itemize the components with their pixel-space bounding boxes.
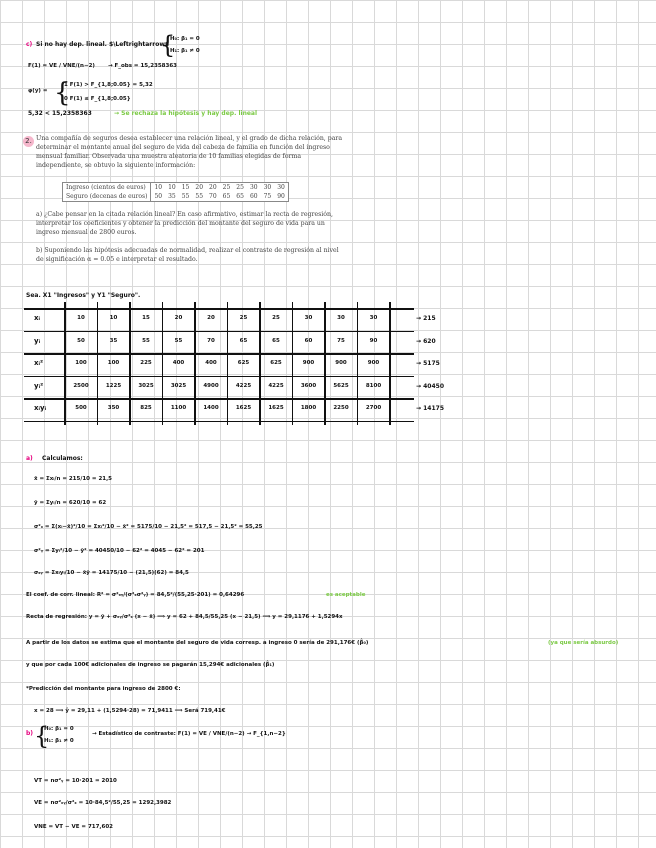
calc-header: Calculamos: <box>42 455 83 462</box>
worktable-cell: 1400 <box>203 405 219 411</box>
worktable-row-label: xᵢ <box>34 314 41 322</box>
worktable-cell: 900 <box>335 360 347 366</box>
intro-line1: Si no hay dep. lineal. $\Leftrightarrow$ <box>36 41 170 48</box>
worktable-cell: 30 <box>369 315 378 321</box>
worktable-row-label: xᵢyᵢ <box>34 404 47 412</box>
calc-sxy: σₓᵧ = Σxᵢyᵢ/10 − x̄ȳ = 14175/10 − (21,5)(62) = 84,5 <box>34 570 189 576</box>
problem-cell: 30 <box>261 183 275 193</box>
phi-brace: { <box>54 78 71 108</box>
calc-vt: VT = nσ²ᵧ = 10·201 = 2010 <box>34 778 117 784</box>
calc-corr: El coef. de corr. lineal: R² = σ²ₓᵧ/(σ²ₓσ²ᵧ) = 84,5²/(55,25·201) = 0,64296 <box>26 592 245 598</box>
worktable-row-total: → 620 <box>416 337 436 345</box>
intro-phi1: 1 F(1) > F_{1,8;0.05} = 5,32 <box>64 82 153 88</box>
calc-letter: a) <box>26 455 33 462</box>
intro-brace: { <box>160 31 176 59</box>
worktable-row-total: → 5175 <box>416 360 440 367</box>
problem-cell: 60 <box>247 192 261 202</box>
worktable-cell: 5625 <box>333 382 349 389</box>
intro-letter: c) <box>26 41 33 48</box>
worktable-cell: 625 <box>270 360 282 366</box>
worktable-cell: 50 <box>77 337 85 344</box>
worktable-cell: 100 <box>75 360 87 366</box>
problem-cell: 70 <box>206 192 220 202</box>
problem-cell: 25 <box>233 183 247 193</box>
worktable-row-label: yᵢ² <box>34 381 44 390</box>
worktable-cell: 825 <box>140 405 152 411</box>
b-letter: b) <box>26 730 34 737</box>
worktable-cell: 65 <box>272 337 280 344</box>
calc-xbar: x̄ = Σxᵢ/n = 215/10 = 21,5 <box>34 476 113 482</box>
worktable-cell: 4225 <box>268 382 284 389</box>
worktable-cell: 400 <box>205 360 217 366</box>
worktable-cell: 25 <box>272 315 280 321</box>
worktable-cell: 35 <box>109 337 118 344</box>
problem-cell: 20 <box>206 183 220 193</box>
problem-cell: 10 <box>165 183 179 193</box>
worktable-cell: 75 <box>337 337 345 344</box>
problem-table-head-insurance: Seguro (decenas de euros) <box>63 192 151 202</box>
worktable-cell: 3025 <box>138 382 154 389</box>
calc-ve: VE = nσ²ₓᵧ/σ²ₓ = 10·84,5²/55,25 = 1292,3982 <box>34 800 172 806</box>
problem-cell: 55 <box>179 192 193 202</box>
problem-paragraph: Una compañía de seguros desea establecer una relación lineal, y el grado de dicha relación, para determinar el montante anual del seguro de vida del cabeza de familia en función del ingreso mensual familiar. Observada una muestra aleatoria de 10 familias elegidas de forma independiente, se obtuvo la siguiente información: <box>36 135 343 169</box>
worktable-cell: 65 <box>239 337 248 344</box>
worktable-cell: 15 <box>142 315 150 321</box>
worktable-hline <box>24 421 414 423</box>
calc-sx2: σ²ₓ = Σ(xᵢ−x̄)²/10 = Σxᵢ²/10 − x̄² = 5175/10 − 21,5² = 517,5 − 21,5² = 55,25 <box>34 524 263 530</box>
worktable-cell: 2500 <box>73 382 89 389</box>
calc-pred: x = 28 ⟹ ŷ = 29,11 + (1,5294·28) = 71,9411 ⟹ Será 719,41€ <box>34 708 226 714</box>
worktable-hline <box>24 331 414 333</box>
intro-h0: H₀: β₁ = 0 <box>170 36 200 42</box>
worktable-cell: 1800 <box>300 405 317 411</box>
worktable-row-total: → 215 <box>416 315 436 322</box>
worktable-cell: 60 <box>304 337 313 344</box>
calc-sy2: σ²ᵧ = Σyᵢ²/10 − ȳ² = 40450/10 − 62² = 4045 − 62² = 201 <box>34 548 205 554</box>
worktable-cell: 3025 <box>170 382 187 389</box>
worktable-cell: 1225 <box>105 382 122 389</box>
worktable-cell: 10 <box>77 315 85 321</box>
problem-question-a: a) ¿Cabe pensar en la citada relación lineal? En caso afirmativo, estimar la recta de regresión, interpretar los coeficientes y obtener la predicción del montante del seguro de vida para un ingreso mensual de 2800 euros. <box>36 211 333 236</box>
worktable-cell: 2250 <box>333 405 349 411</box>
worktable-cell: 4900 <box>203 382 219 389</box>
worktable-cell: 1100 <box>170 405 187 411</box>
worktable-cell: 225 <box>140 360 152 366</box>
problem-cell: 55 <box>192 192 206 202</box>
calc-vne: VNE = VT − VE = 717,602 <box>34 824 114 830</box>
intro-phi: φ(y) = <box>28 88 48 94</box>
worktable-cell: 2700 <box>365 405 382 411</box>
worktable-cell: 500 <box>75 405 87 411</box>
worktable-row-label: xᵢ² <box>34 359 44 367</box>
worktable-hline <box>24 398 414 400</box>
calc-pred-title: *Predicción del montante para ingreso de 2800 €: <box>26 686 181 692</box>
worktable-cell: 1625 <box>268 405 284 411</box>
problem-cell: 90 <box>274 192 288 202</box>
worktable-cell: 55 <box>142 337 150 344</box>
problem-cell: 50 <box>151 192 165 202</box>
problem-cell: 10 <box>151 183 165 193</box>
worktable-cell: 350 <box>107 405 120 411</box>
worktable-cell: 4225 <box>235 382 252 389</box>
problem-table-head-income: Ingreso (cientos de euros) <box>63 183 151 193</box>
intro-h1: H₁: β₁ ≠ 0 <box>170 48 200 54</box>
problem-cell: 65 <box>220 192 234 202</box>
worktable-cell: 8100 <box>365 382 382 389</box>
worktable-cell: 30 <box>304 315 313 321</box>
worktable-cell: 100 <box>107 360 120 366</box>
worktable-cell: 1625 <box>235 405 252 411</box>
problem-table <box>62 182 289 202</box>
worktable-title: Sea. X1 "Ingresos" y Y1 "Seguro". <box>26 292 141 299</box>
problem-cell: 30 <box>274 183 288 193</box>
b-brace: { <box>34 722 50 750</box>
calc-interp1-note: (ya que sería absurdo) <box>548 640 619 646</box>
worktable-cell: 10 <box>109 315 118 321</box>
b-statistic: → Estadístico de contraste: F(1) = VE / VNE/(n−2) → F_{1,n−2} <box>92 731 286 737</box>
problem-cell: 25 <box>220 183 234 193</box>
problem-cell: 35 <box>165 192 179 202</box>
worktable-cell: 625 <box>237 360 250 366</box>
problem-cell: 15 <box>179 183 193 193</box>
calc-interp2: y que por cada 100€ adicionales de ingreso se pagarán 15,294€ adicionales (β̂₁) <box>26 662 275 668</box>
worktable-cell: 900 <box>367 360 380 366</box>
worktable-hline <box>24 308 414 310</box>
problem-cell: 75 <box>261 192 275 202</box>
worktable-cell: 90 <box>369 337 378 344</box>
b-h1: H₁: β₁ ≠ 0 <box>44 738 74 744</box>
worktable-cell: 30 <box>337 315 345 321</box>
worktable-cell: 900 <box>302 360 315 366</box>
worktable-cell: 20 <box>207 315 215 321</box>
worktable-cell: 3600 <box>300 382 317 389</box>
worktable-row-total: → 40450 <box>416 382 444 390</box>
worktable-vline <box>389 302 391 425</box>
problem-table-row-insurance <box>63 192 289 202</box>
intro-compare-note: → Se rechaza la hipótesis y hay dep. lineal <box>114 110 258 117</box>
intro-fstat: F(1) = VE / VNE/(n−2) <box>28 63 95 69</box>
calc-interp1: A partir de los datos se estima que el montante del seguro de vida corresp. a ingreso 0 sería de 291,176€ (β̂₀) <box>26 640 369 646</box>
problem-cell: 20 <box>192 183 206 193</box>
intro-fobs: → F_obs = 15,2358363 <box>108 63 177 69</box>
worktable-cell: 25 <box>239 315 248 321</box>
calc-regression: Recta de regresión: y = ȳ + σₓᵧ/σ²ₓ (x − x̄) ⟹ y = 62 + 84,5/55,25 (x − 21,5) ⟹ y = 29,1176 + 1,5294x <box>26 614 343 620</box>
worktable-cell: 70 <box>207 337 215 344</box>
problem-number: 2. <box>23 136 34 147</box>
worktable-row-label: yᵢ <box>34 336 41 345</box>
intro-compare: 5,32 < 15,2358363 <box>28 110 92 117</box>
calc-ybar: ȳ = Σyᵢ/n = 620/10 = 62 <box>34 500 107 506</box>
worktable-cell: 20 <box>174 315 183 321</box>
problem-cell: 30 <box>247 183 261 193</box>
problem-table-row-income <box>63 183 289 193</box>
intro-phi0: 0 F(1) ≤ F_{1,8;0.05} <box>64 96 131 102</box>
worktable-hline <box>24 353 414 355</box>
worktable-hline <box>24 376 414 378</box>
worktable-cell: 55 <box>174 337 183 344</box>
b-h0: H₀: β₁ = 0 <box>44 726 74 732</box>
problem-question-b: b) Suponiendo las hipótesis adecuadas de normalidad, realizar el contraste de regresión al nivel de significación α = 0.05 e interpretar el resultado. <box>36 247 339 263</box>
calc-corr-note: es aceptable <box>326 592 366 598</box>
problem-cell: 65 <box>233 192 247 202</box>
worktable-row-total: → 14175 <box>416 405 444 412</box>
worktable-cell: 400 <box>172 360 185 366</box>
